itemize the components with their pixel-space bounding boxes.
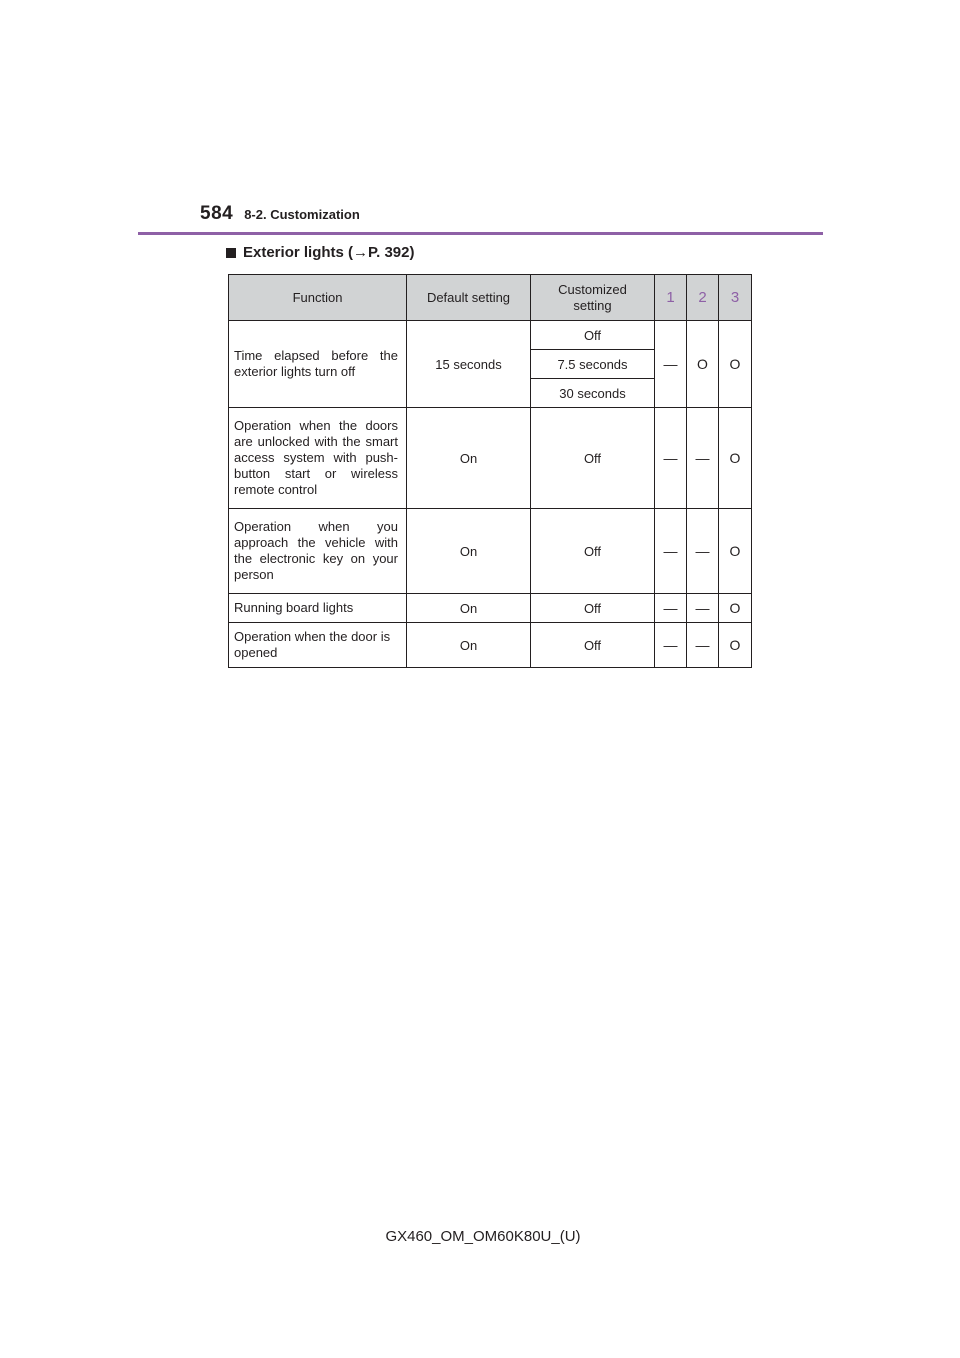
mark-cell-1: —	[655, 321, 687, 408]
arrow-icon: →	[353, 244, 369, 261]
table-row	[229, 321, 752, 350]
settings-table-wrap	[228, 274, 752, 668]
default-cell: On	[407, 623, 531, 668]
default-cell: 15 seconds	[407, 321, 531, 408]
mark-cell-3: O	[719, 321, 752, 408]
column-number-2: 2	[698, 289, 707, 306]
column-header-customized: Customized setting	[531, 275, 655, 321]
column-header-1	[655, 275, 687, 321]
customized-cell: Off	[531, 321, 655, 350]
mark-cell-2: —	[687, 509, 719, 594]
column-header-function: Function	[229, 275, 407, 321]
section-label: 8-2. Customization	[244, 207, 360, 222]
mark-cell-2: —	[687, 594, 719, 623]
mark-cell-3: O	[719, 594, 752, 623]
mark-cell-2: —	[687, 408, 719, 509]
table-row	[229, 623, 752, 668]
mark-cell-2: —	[687, 623, 719, 668]
column-header-2	[687, 275, 719, 321]
subheading-reference: P. 392)	[368, 244, 415, 261]
page-number: 584	[200, 203, 234, 224]
customized-cell: 7.5 seconds	[531, 350, 655, 379]
function-cell: Running board lights	[229, 594, 407, 623]
settings-table	[228, 274, 752, 668]
table-row	[229, 408, 752, 509]
mark-cell-3: O	[719, 408, 752, 509]
mark-cell-1: —	[655, 408, 687, 509]
square-bullet-icon	[226, 248, 236, 258]
column-header-default: Default setting	[407, 275, 531, 321]
customized-cell: Off	[531, 623, 655, 668]
column-number-1: 1	[666, 289, 675, 306]
table-header-row	[229, 275, 752, 321]
table-row	[229, 509, 752, 594]
page-header	[200, 203, 360, 229]
column-number-3: 3	[730, 289, 740, 306]
header-rule	[138, 232, 823, 235]
column-header-3	[719, 275, 752, 321]
function-cell: Operation when the doors are unlocked with the smart access system with push-button start or wireless remote control	[229, 408, 407, 509]
mark-cell-1: —	[655, 509, 687, 594]
mark-cell-3: O	[719, 623, 752, 668]
function-cell: Operation when the door is opened	[229, 623, 407, 668]
mark-cell-3: O	[719, 509, 752, 594]
table-row	[229, 594, 752, 623]
mark-cell-1: —	[655, 594, 687, 623]
subheading	[226, 244, 414, 261]
mark-cell-1: —	[655, 623, 687, 668]
subheading-title: Exterior lights (	[243, 244, 354, 261]
mark-cell-2: O	[687, 321, 719, 408]
customized-cell: Off	[531, 408, 655, 509]
default-cell: On	[407, 594, 531, 623]
document-code-footer: GX460_OM_OM60K80U_(U)	[385, 1228, 581, 1245]
customized-cell: 30 seconds	[531, 379, 655, 408]
customized-cell: Off	[531, 594, 655, 623]
default-cell: On	[407, 509, 531, 594]
default-cell: On	[407, 408, 531, 509]
customized-cell: Off	[531, 509, 655, 594]
function-cell: Operation when you approach the vehicle with the electronic key on your person	[229, 509, 407, 594]
function-cell: Time elapsed before the exterior lights turn off	[229, 321, 407, 408]
